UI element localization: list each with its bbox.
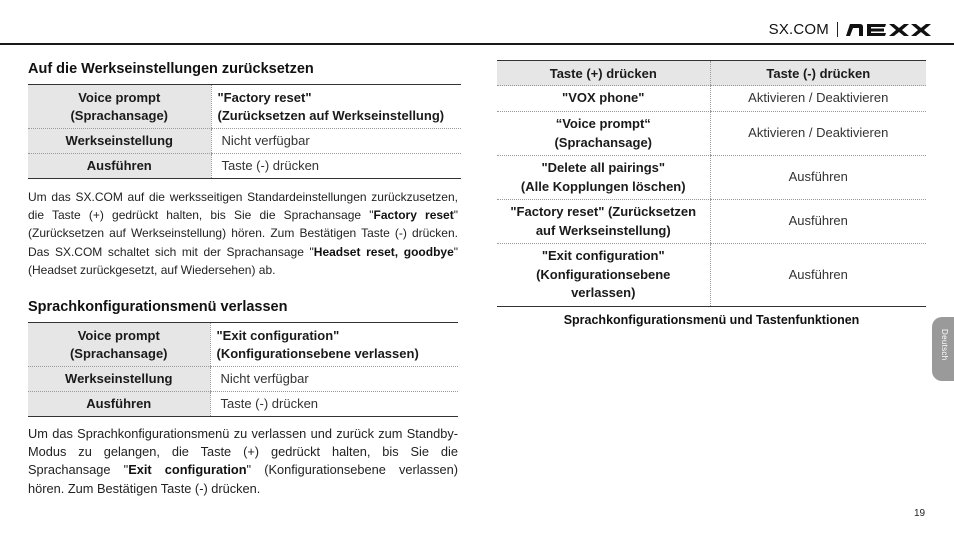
plus-cell: "Factory reset" (Zurücksetzen auf Werkseinstellung) <box>497 200 710 244</box>
plus-cell: "Delete all pairings" (Alle Kopplungen löschen) <box>497 156 710 200</box>
column-header-minus: Taste (-) drücken <box>710 61 926 86</box>
paragraph-text: Um das SX.COM auf die werksseitigen Standardeinstellungen zurückzusetzen, die Taste (+) gedrückt halten, bis Sie die Sprachansage " <box>28 190 458 223</box>
paragraph-bold-text: Factory reset <box>373 208 454 223</box>
brand-model-text: SX.COM <box>768 21 829 38</box>
plus-cell: "Exit configuration" (Konfigurationsebene verlassen) <box>497 244 710 307</box>
table-row <box>497 244 926 307</box>
section-title-factory-reset: Auf die Werkseinstellungen zurücksetzen <box>28 61 314 77</box>
header-rule <box>0 43 954 45</box>
table-row <box>28 129 461 154</box>
table-row <box>497 200 926 244</box>
page-number: 19 <box>914 508 926 519</box>
table-key-cell: Voice prompt (Sprachansage) <box>28 323 210 367</box>
table-value-cell: Taste (-) drücken <box>210 392 458 417</box>
table-row <box>28 367 458 392</box>
table-row <box>28 392 458 417</box>
exit-config-table <box>28 322 458 417</box>
key-functions-table <box>497 60 926 307</box>
language-side-tab <box>932 317 954 381</box>
paragraph-text: " (Headset zurückgesetzt, auf Wiedersehen) ab. <box>28 244 459 277</box>
paragraph-text: " (Konfigurationsebene verlassen) hören. Zum Bestätigen Taste (-) drücken. <box>28 462 458 496</box>
table-row <box>28 154 461 179</box>
table-key-cell: Ausführen <box>28 392 210 417</box>
table-key-cell: Ausführen <box>28 154 211 179</box>
minus-cell: Ausführen <box>710 200 926 244</box>
plus-cell: "VOX phone" <box>497 86 710 112</box>
paragraph-bold-text: Headset reset, goodbye <box>313 244 454 259</box>
table-caption: Sprachkonfigurationsmenü und Tastenfunktionen <box>563 313 860 327</box>
table-row <box>497 156 926 200</box>
nexx-logo-icon <box>846 23 932 37</box>
table-key-cell: Voice prompt (Sprachansage) <box>28 85 211 129</box>
paragraph-bold-text: Exit configuration <box>128 462 247 478</box>
factory-reset-table <box>28 84 461 179</box>
table-row <box>497 86 926 112</box>
exit-config-description <box>28 425 458 498</box>
column-header-plus: Taste (+) drücken <box>497 61 710 86</box>
table-row <box>497 112 926 156</box>
table-value-cell: "Exit configuration" (Konfigurationsebene verlassen) <box>210 323 458 367</box>
table-value-cell: Taste (-) drücken <box>211 154 461 179</box>
table-row <box>28 323 458 367</box>
plus-cell: “Voice prompt“ (Sprachansage) <box>497 112 710 156</box>
table-header-row <box>497 61 926 86</box>
paragraph-text: " (Zurücksetzen auf Werkseinstellung) hören. Zum Bestätigen Taste (-) drücken. Das SX.COM schaltet sich mit der Sprachansage " <box>28 208 458 259</box>
brand-separator <box>837 22 838 37</box>
paragraph-text: Um das Sprachkonfigurationsmenü zu verlassen und zurück zum Standby-Modus zu gelangen, die Taste (+) gedrückt halten, bis Sie die Sprachansage " <box>28 426 458 478</box>
section-title-exit-config: Sprachkonfigurationsmenü verlassen <box>28 299 288 315</box>
brand-header <box>769 21 932 38</box>
table-value-cell: "Factory reset" (Zurücksetzen auf Werkseinstellung) <box>211 85 461 129</box>
table-key-cell: Werkseinstellung <box>28 129 211 154</box>
factory-reset-description <box>28 188 458 279</box>
minus-cell: Ausführen <box>710 156 926 200</box>
table-value-cell: Nicht verfügbar <box>210 367 458 392</box>
minus-cell: Aktivieren / Deaktivieren <box>710 86 926 112</box>
minus-cell: Ausführen <box>710 244 926 307</box>
table-key-cell: Werkseinstellung <box>28 367 210 392</box>
table-value-cell: Nicht verfügbar <box>211 129 461 154</box>
minus-cell: Aktivieren / Deaktivieren <box>710 112 926 156</box>
table-row <box>28 85 461 129</box>
language-tab-label: Deutsch <box>940 329 949 361</box>
